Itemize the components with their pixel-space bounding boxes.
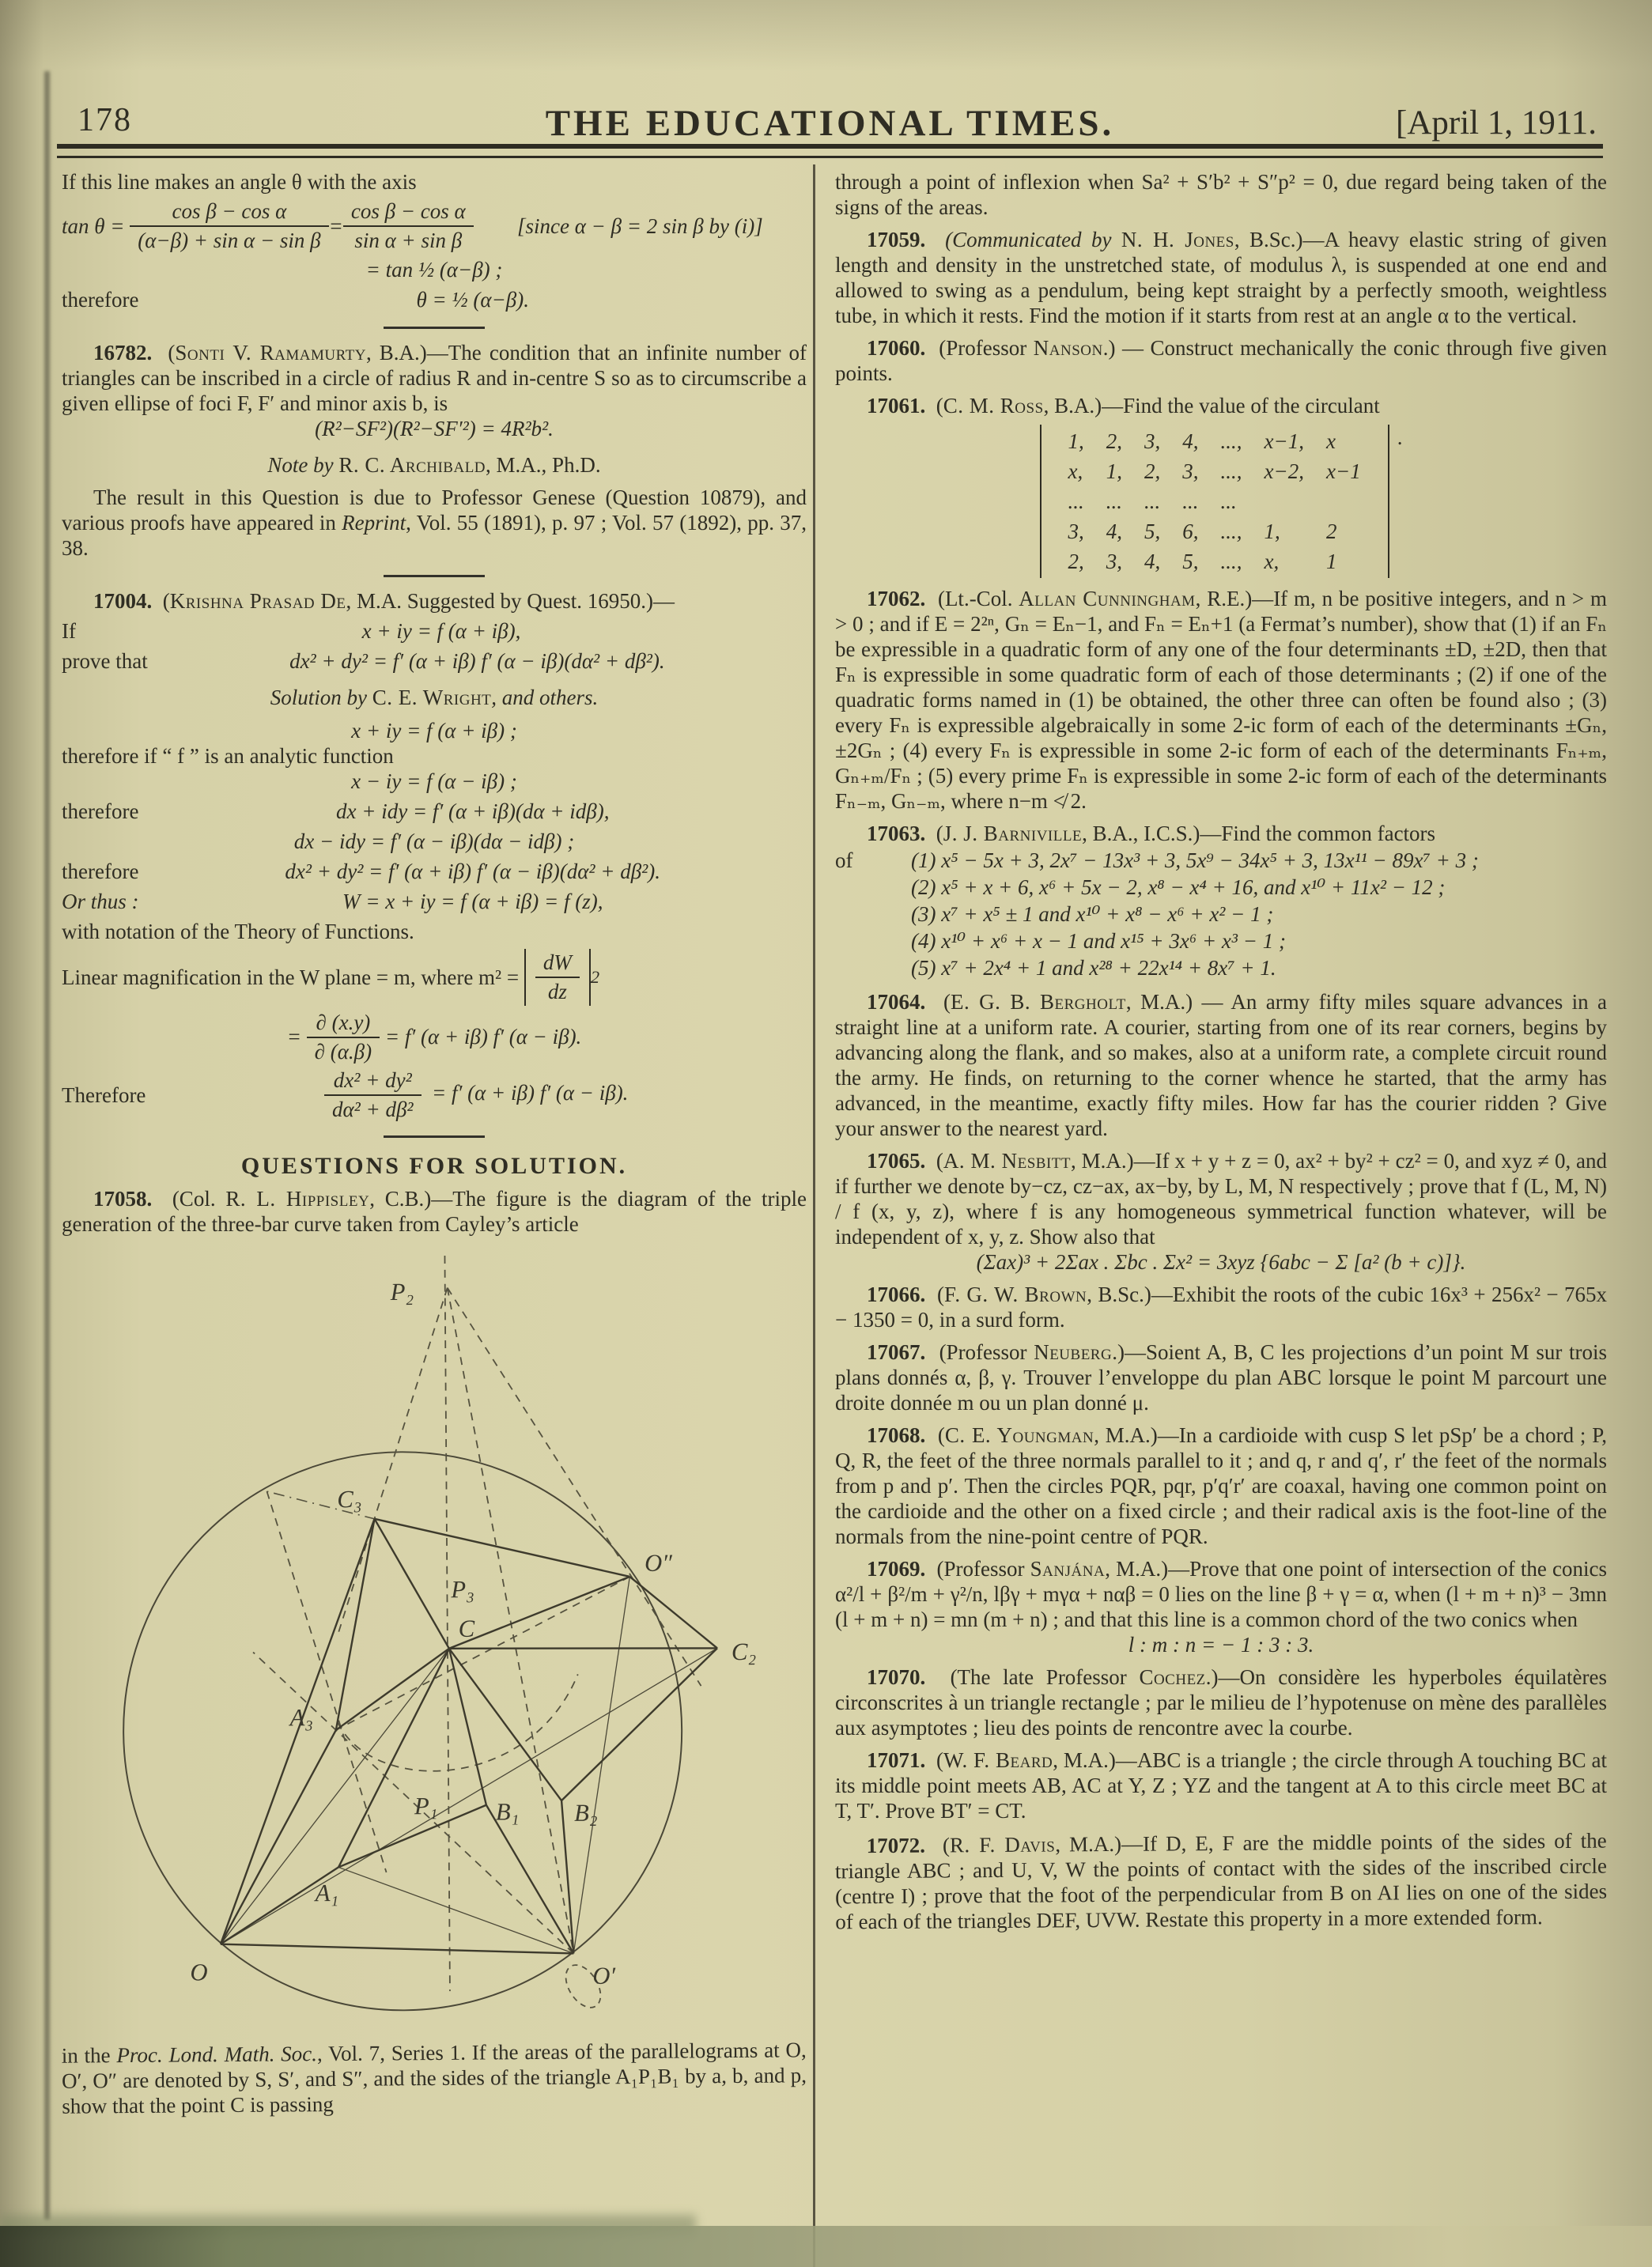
linmag-text: Linear magnification in the W plane = m, where m² = <box>62 965 520 989</box>
author-name: C. M. Ross <box>943 394 1044 418</box>
fraction-2: $\frac{\text{cos β − cos α}}{\text{sin α + sin β}}$ <box>343 199 474 252</box>
column-divider <box>813 164 815 2267</box>
author-name: F. G. W. Brown <box>943 1283 1087 1306</box>
sol-eq-6: W = x + iy = f (α + iβ) = f (z), <box>342 890 603 914</box>
scan-gutter-shadow <box>44 71 50 2220</box>
question-17072: 17072. (R. F. Davis, M.A.)—If D, E, F are the middle points of the sides of the triangle ABC ; and U, V, W the points of contact with the sides of the inscribed circle (centre I) ; prove that the foot of the perpendicular from B on AI lies on one of the sides of each of the triangles DEF, UVW. Restate this property in a more extended form. <box>834 1828 1608 1934</box>
question-17066: 17066. (F. G. W. Brown, B.Sc.)—Exhibit the roots of the cubic 16x³ + 256x² − 765x − 1350 = 0, in a surd form. <box>835 1283 1607 1332</box>
equation-tan-half: = tan ½ (α−β) ; <box>365 258 503 282</box>
label-A1: A₁ <box>315 1880 339 1907</box>
factor-item: (3) x⁷ + x⁵ ± 1 and x¹⁰ + x⁸ − x⁶ + x² − 1 ; <box>911 902 1274 926</box>
label-C2: C₂ <box>731 1638 757 1666</box>
linear-magnification-row <box>62 949 807 1005</box>
equation-17004-2: dx² + dy² = f′ (α + iβ) f′ (α − iβ)(dα² + dβ²). <box>289 649 665 674</box>
note-heading: Note by R. C. Archibald, M.A., Ph.D. <box>267 453 601 478</box>
masthead-double-rule <box>57 144 1603 158</box>
author-name: A. M. Nesbitt <box>943 1149 1071 1173</box>
journal-title: THE EDUCATIONAL TIMES. <box>545 103 1115 144</box>
exponent: 2 <box>590 966 600 987</box>
equation-17065: (Σax)³ + 2Σax . Σbc . Σx² = 3xyz {6abc − Σ [a² (b + c)]}. <box>976 1250 1466 1274</box>
equation-theta: θ = ½ (α−β). <box>416 288 529 312</box>
sol-eq-4: dx − idy = f′ (α − iβ)(dα − idβ) ; <box>293 829 575 854</box>
fraction-1: $\frac{\text{cos β − cos α}}{\text{(α−β) + sin α − sin β}}$ <box>130 199 328 252</box>
if-row: If x + iy = f (α + iβ), <box>62 618 807 644</box>
label-B1: B₁ <box>495 1798 520 1826</box>
sol-line-1: therefore if “ f ” is an analytic function <box>62 744 394 769</box>
question-17059: 17059. (Communicated by N. H. Jones, B.Sc.)—A heavy elastic string of given length and density in the unstretched state, of modulus λ, is suspended at one end and allowed to swing as a pendulum, being kept straight by a perfectly smooth, weightless tube, in which it rests. Find the motion if it starts from rest at an angle α to the vertical. <box>835 228 1608 327</box>
page-number: 178 <box>77 102 132 138</box>
notation-line: with notation of the Theory of Functions. <box>62 920 414 944</box>
label-A3: A₃ <box>289 1704 314 1732</box>
circulant-determinant <box>835 425 1607 578</box>
question-17060: 17060. (Professor Nanson.) — Construct mechanically the conic through five given points. <box>835 336 1607 385</box>
prove-row: prove that dx² + dy² = f′ (α + iβ) f′ (α − iβ)(dα² + dβ²). <box>62 648 807 674</box>
author-name: Allan Cunningham <box>1019 587 1196 610</box>
label-O: O <box>190 1959 208 1986</box>
sol-eq-5: dx² + dy² = f′ (α + iβ) f′ (α − iβ)(dα² + dβ²). <box>285 860 660 884</box>
label-O-prime: O′ <box>592 1962 616 1990</box>
determinant-period: . <box>1397 425 1403 449</box>
figure-labels <box>185 1276 758 1993</box>
sol-row-5: therefore dx² + dy² = f′ (α + iβ) f′ (α − iβ)(dα² + dβ²). <box>62 859 807 884</box>
question-17069: 17069. (Professor Sanjána, M.A.)—Prove that one point of intersection of the conics α²/l + β²/m + γ²/n, lβγ + mγα + nαβ = 0 lies on the line β + γ = α, when (l + m + n)³ − 3mn (l + m + n) = mn (m + n) ; and that this line is a common chord of the two conics when <box>835 1557 1608 1631</box>
intro-line: If this line makes an angle θ with the axis <box>62 170 417 194</box>
question-17070: 17070. (The late Professor Cochez.)—On considère les hyperboles équilatères circonscrites à un triangle rectangle ; par le milieu de l’hypotenuse on mène des parallèles aux asymptotes ; lieu des points de rencontre avec la courbe. <box>835 1665 1608 1740</box>
question-17071: 17071. (W. F. Beard, M.A.)—ABC is a triangle ; the circle through A touching BC at its middle point meets AB, AC at Y, Z ; YZ and the tangent at A to this circle meet BC at T, T′. Prove BT′ = CT. <box>835 1748 1607 1823</box>
question-17067: 17067. (Professor Neuberg.)—Soient A, B, C les projections d’un point M sur trois plans donnés α, β, γ. Trouver l’enveloppe du plan ABC lorsque le point M parcourt une droite donnée m ou un plan donné μ. <box>835 1340 1607 1415</box>
equation-17004-1: x + iy = f (α + iβ), <box>361 619 521 644</box>
jacobian-fraction: $\frac{\partial (x.y)}{\partial (\alpha.\beta)}$ <box>307 1011 380 1064</box>
scan-bottom-edge <box>0 2226 1652 2267</box>
question-17064: 17064. (E. G. B. Bergholt, M.A.) — An army fifty miles square advances in a straight line at a uniform rate. A courier, starting from one of its rear corners, begins by advancing along the flank, and so makes, also at a uniform rate, a complete circuit round the army. He finds, on returning to the corner whence he started, that the army has advanced, in the meantime, exactly fifty miles. How far has the courier ridden ? Give your answer to the nearest yard. <box>835 990 1608 1140</box>
sol-eq-2: x − iy = f (α − iβ) ; <box>351 769 517 794</box>
label-P3: P₃ <box>451 1576 474 1604</box>
therefore-word: therefore <box>62 288 139 312</box>
determinant-bars <box>1040 425 1389 578</box>
therefore-row <box>62 287 807 312</box>
author-name: Sanjána <box>1030 1557 1106 1581</box>
final-fraction-eq: $\frac{\text{dx² + dy²}}{\text{dα² + dβ²}}$ = f′ (α + iβ) f′ (α − iβ). <box>146 1068 807 1121</box>
equation-17069: l : m : n = − 1 : 3 : 3. <box>1128 1633 1314 1657</box>
label-C3: C₃ <box>337 1486 362 1513</box>
determinant-matrix: 1, 2, 3, 4, ..., x−1, x x, 1, 2, 3, ..., x−2, x−1 ... ... ... ... ... 3, 4, 5, 6, ..., 1, 2 2, 3, 4, 5, ..., x, 1 <box>1068 429 1361 573</box>
continuation-paragraph: through a point of inflexion when Sa² + S′b² + S″p² = 0, due regard being taken of the signs of the areas. <box>835 170 1607 219</box>
sol-eq-1: x + iy = f (α + iβ) ; <box>351 719 517 743</box>
equation-16782: (R²−SF²)(R²−SF′²) = 4R²b². <box>315 417 554 441</box>
label-P1: P₁ <box>414 1793 438 1820</box>
author-name: J. J. Barniville <box>943 822 1083 845</box>
question-17063: 17063. (J. J. Barniville, B.A., I.C.S.)—Find the common factors <box>867 822 1436 845</box>
author-name: Nanson <box>1033 336 1103 360</box>
therefore-final-row: Therefore $\frac{\text{dx² + dy²}}{\text{dα² + dβ²}}$ = f′ (α + iβ) f′ (α − iβ). <box>62 1068 807 1121</box>
author-name: Sonti V. Ramamurty <box>175 341 366 365</box>
section-heading: QUESTIONS FOR SOLUTION. <box>240 1153 628 1180</box>
question-16782: 16782. (Sonti V. Ramamurty, B.A.)—The condition that an infinite number of triangles can be inscribed in a circle of radius R and in-centre S so as to circumscribe a given ellipse of foci F, F′ and minor axis b, is <box>62 341 807 416</box>
sol-eq-3: dx + idy = f′ (α + iβ)(dα + idβ), <box>335 799 610 824</box>
label-C: C <box>458 1615 475 1643</box>
factor-item: (1) x⁵ − 5x + 3, 2x⁷ − 13x³ + 3, 5x⁹ − 34x⁵ + 3, 13x¹¹ − 89x⁷ + 3 ; <box>911 848 1479 872</box>
author-name: W. F. Beard <box>943 1748 1053 1772</box>
author-name: R. F. Davis <box>949 1832 1056 1857</box>
factor-item: (4) x¹⁰ + x⁶ + x − 1 and x¹⁵ + 3x⁶ + x³ − 1 ; <box>911 929 1286 953</box>
abs-bars: $\frac{dW}{dz}$ <box>524 949 591 1005</box>
issue-date: [April 1, 1911. <box>1396 104 1597 142</box>
author-name: R. C. Archibald <box>338 453 486 478</box>
question-17058: 17058. (Col. R. L. Hippisley, C.B.)—The figure is the diagram of the triple generation of the three-bar curve taken from Cayley’s article <box>62 1187 807 1237</box>
note-body: The result in this Question is due to Professor Genese (Question 10879), and various proofs have appeared in Reprint, Vol. 55 (1891), p. 97 ; Vol. 57 (1892), pp. 37, 38. <box>62 486 807 561</box>
separator-rule <box>384 1135 485 1138</box>
label-P2: P₂ <box>390 1279 414 1306</box>
author-name: E. G. B. Bergholt <box>951 990 1126 1014</box>
figure-caption: in the Proc. Lond. Math. Soc., Vol. 7, Series 1. If the areas of the parallelograms at O, O′, O″ are denoted by S, S′, and S″, and the sides of the triangle A₁P₁B₁ by a, b, and p, show that the point C is passing <box>61 2038 807 2118</box>
eq-equals: = <box>328 213 343 238</box>
separator-rule <box>384 575 485 577</box>
or-thus-row: Or thus : W = x + iy = f (α + iβ) = f (z), <box>62 889 807 914</box>
label-B2: B₂ <box>573 1799 598 1827</box>
eq-note: [since α − β = 2 sin β by (i)] <box>516 213 763 238</box>
left-column <box>62 169 807 2116</box>
construction-circle <box>122 1450 684 2012</box>
question-17065: 17065. (A. M. Nesbitt, M.A.)—If x + y + z = 0, ax² + by² + cz² = 0, and xyz ≠ 0, and if further we denote by−cz, cz−ax, ax−by, by L, M, N respectively ; prove that f (L, M, N) / f (x, y, z), where f is any homogeneous symmetrical function whatever, will be independent of x, y, z. Show also that <box>835 1149 1608 1249</box>
separator-rule <box>384 327 485 329</box>
author-name: Cochez <box>1139 1665 1206 1689</box>
three-bar-curve-diagram <box>59 1242 810 2040</box>
factor-list: of (1) x⁵ − 5x + 3, 2x⁷ − 13x³ + 3, 5x⁹ − 34x⁵ + 3, 13x¹¹ − 89x⁷ + 3 ; (2) x⁵ + x + 6, x⁶ + 5x − 2, x⁸ − x⁴ + 16, and x¹⁰ + 11x² − 12 ; (3) x⁷ + x⁵ ± 1 and x¹⁰ + x⁸ − x⁶ + x² − 1 ; (4) x¹⁰ + x⁶ + x − 1 and x¹⁵ + 3x⁶ + x³ − 1 ; (5) x⁷ + 2x⁴ + 1 and x²⁸ + 22x¹⁴ + 8x⁷ + 1. <box>835 848 1607 982</box>
equation-tan-theta <box>62 199 807 252</box>
question-17061: 17061. (C. M. Ross, B.A.)—Find the value of the circulant <box>867 394 1380 418</box>
author-name: Krishna Prasad De <box>169 589 346 614</box>
author-name: C. E. Wright <box>372 686 492 710</box>
eq-lhs: tan θ = <box>62 213 125 238</box>
solution-heading: Solution by C. E. Wright, and others. <box>270 686 599 710</box>
masthead <box>63 76 1597 144</box>
author-name: Neuberg <box>1034 1340 1113 1364</box>
sol-row-3: therefore dx + idy = f′ (α + iβ)(dα + idβ), <box>62 799 807 824</box>
question-17062: 17062. (Lt.-Col. Allan Cunningham, R.E.)—If m, n be positive integers, and n > m > 0 ; and if E = 2²ⁿ, Gₙ = Eₙ−1, and Fₙ = Eₙ+1 (a Fermat’s number), show that (1) if an Fₙ be expressible in a quadratic form of any one of the four determinants ±D, ±2D, then that Fₙ is expressible in some quadratic form of each of those determinants ; (2) if one of the quadratic forms named in (1) be obtained, the other three can often be found also ; (3) every Fₙ is expressible algebraically in some 2-ic form of each of the determinants ±Gₙ, ±2Gₙ ; (4) every Fₙ is expressible in some 2-ic form of each of the determinants Fₙ₊ₘ, Gₙ₊ₘ/Fₙ ; (5) every prime Fₙ is expressible in some 2-ic form of each of the determinants Fₙ₋ₘ, Gₙ₋ₘ, where n−m ≮ 2. <box>835 587 1607 813</box>
question-17068: 17068. (C. E. Youngman, M.A.)—In a cardioide with cusp S let pSp′ be a chord ; P, Q, R, the feet of the three normals parallel to it ; and q, r and q′, r′ the feet of the normals from p and p′. Then the circles PQR, pqr, p′q′r′ are coaxal, having one common point on the cardioide and the other on a fixed circle ; and their radical axis is the foot-line of the normals from the nine-point centre of PQR. <box>835 1423 1608 1548</box>
label-O-double-prime: O″ <box>644 1549 673 1577</box>
author-name: C. E. Youngman <box>944 1423 1094 1447</box>
author-name: R. L. Hippisley <box>225 1187 370 1211</box>
jacobian-row: = $\frac{\partial (x.y)}{\partial (\alpha.\beta)}$ = f′ (α + iβ) f′ (α − iβ). <box>286 1010 582 1064</box>
question-17004: 17004. (Krishna Prasad De, M.A. Suggested by Quest. 16950.)— <box>93 589 675 614</box>
factor-item: (2) x⁵ + x + 6, x⁶ + 5x − 2, x⁸ − x⁴ + 16, and x¹⁰ + 11x² − 12 ; <box>911 875 1446 899</box>
right-column <box>835 169 1607 1932</box>
factor-item: (5) x⁷ + 2x⁴ + 1 and x²⁸ + 22x¹⁴ + 8x⁷ + 1. <box>911 956 1276 980</box>
author-name: N. H. Jones <box>1121 228 1234 251</box>
